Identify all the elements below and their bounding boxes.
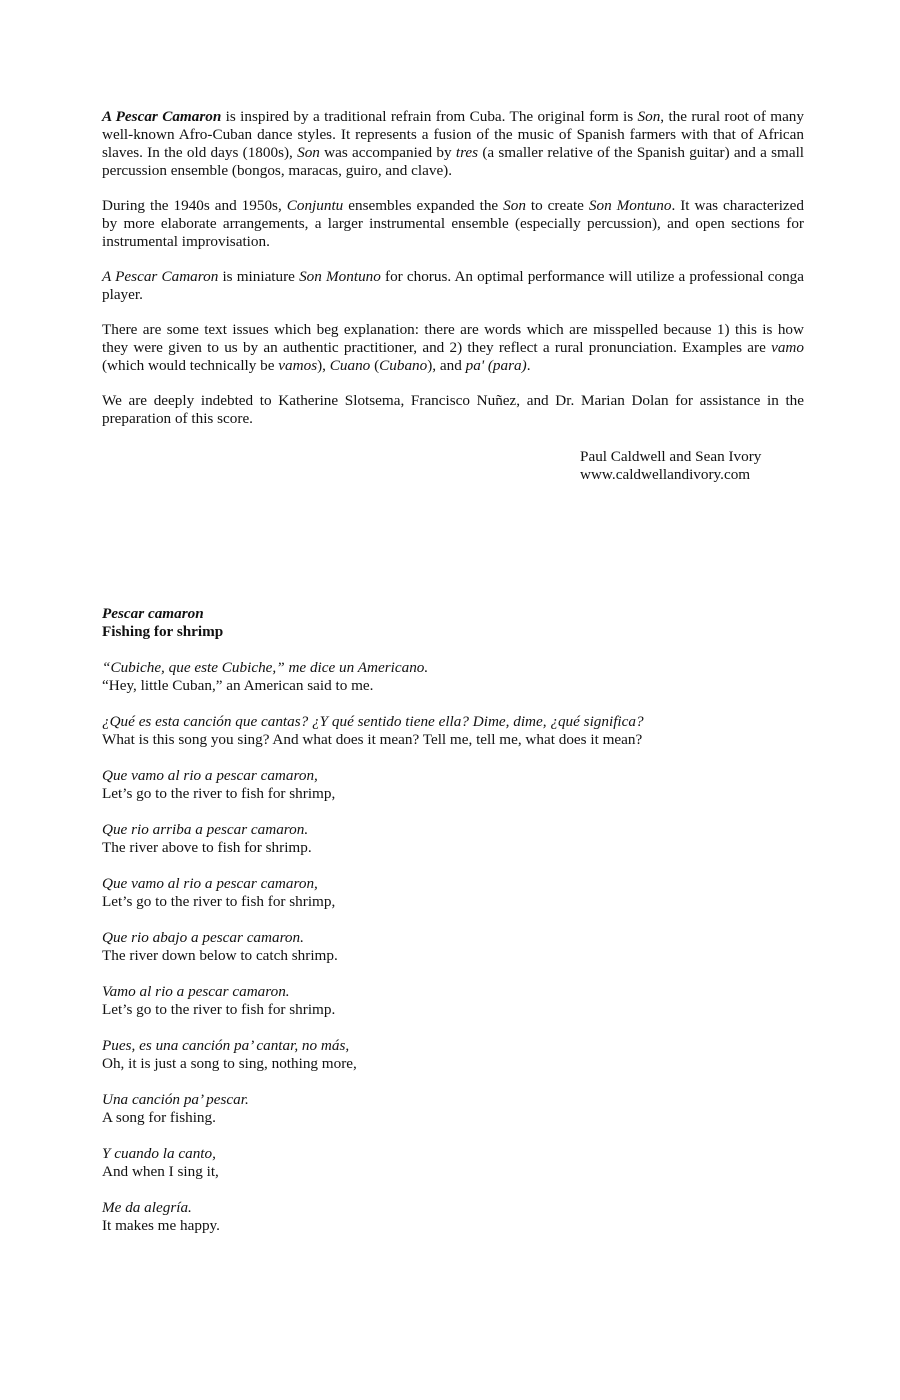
intro-paragraph-5: We are deeply indebted to Katherine Slotsema, Francisco Nuñez, and Dr. Marian Dolan for assistance in the preparation of this score.: [102, 392, 804, 427]
lyric-line-spanish: Que rio arriba a pescar camaron.: [102, 821, 309, 838]
lyric-line-spanish: Y cuando la canto,: [102, 1145, 216, 1162]
author-names: Paul Caldwell and Sean Ivory: [580, 448, 762, 465]
lyric-line-spanish: “Cubiche, que este Cubiche,” me dice un Americano.: [102, 659, 429, 676]
intro-paragraph-3: [102, 268, 804, 304]
stanza: [102, 713, 822, 749]
lyric-line-spanish: Me da alegría.: [102, 1199, 192, 1216]
lyric-line-english: And when I sing it,: [102, 1163, 219, 1180]
term-son-montuno: Son Montuno: [588, 197, 672, 214]
lyric-line-english: Let’s go to the river to fish for shrimp,: [102, 785, 336, 802]
term-vamo: vamo: [771, 339, 804, 356]
term-cubano: Cubano: [379, 357, 428, 374]
program-notes: [102, 108, 804, 484]
text: There are some text issues which beg explanation: there are words which are misspelled because 1) this is how they were given to us by an authentic practitioner, and 2) they reflect a rural pronunciation. Examples are: [102, 321, 804, 356]
text: , the rural root of many well-known Afro-Cuban dance styles. It represents a fusion of the music of Spanish farmers with that of African slaves. In the old days (1800s),: [102, 108, 804, 161]
term-son-montuno: Son Montuno: [299, 268, 381, 285]
lyric-line-spanish: Una canción pa’ pescar.: [102, 1091, 249, 1108]
text: ensembles expanded the: [343, 197, 504, 214]
lyric-line-english: The river down below to catch shrimp.: [102, 947, 338, 964]
text: is inspired by a traditional refrain from Cuba. The original form is: [221, 108, 638, 125]
lyric-line-english: It makes me happy.: [102, 1217, 220, 1234]
term-son: Son: [637, 108, 661, 125]
lyric-line-english: What is this song you sing? And what does it mean? Tell me, tell me, what does it mean?: [102, 731, 643, 748]
piece-title: A Pescar Camaron: [102, 108, 222, 125]
author-website: www.caldwellandivory.com: [580, 466, 751, 483]
lyrics-section: [102, 605, 822, 1253]
stanza: [102, 659, 822, 695]
lyric-line-spanish: Que rio abajo a pescar camaron.: [102, 929, 304, 946]
lyric-line-english: Let’s go to the river to fish for shrimp.: [102, 1001, 336, 1018]
stanza: [102, 821, 822, 857]
stanza: [102, 1145, 822, 1181]
stanza: [102, 983, 822, 1019]
signature-block: [580, 448, 804, 484]
lyric-line-english: The river above to fish for shrimp.: [102, 839, 312, 856]
stanza: [102, 1091, 822, 1127]
text: ),: [317, 357, 330, 374]
stanza: [102, 875, 822, 911]
lyric-line-english: “Hey, little Cuban,” an American said to me.: [102, 677, 374, 694]
stanza: [102, 1199, 822, 1235]
term-son: Son: [297, 144, 320, 161]
intro-paragraph-4: [102, 321, 804, 375]
text: is miniature: [218, 268, 300, 285]
term-para: (para): [487, 357, 527, 374]
term-son: Son: [503, 197, 526, 214]
piece-title: A Pescar Camaron: [102, 268, 219, 285]
stanza: [102, 929, 822, 965]
text: to create: [525, 197, 589, 214]
lyric-line-english: A song for fishing.: [102, 1109, 216, 1126]
lyrics-title: [102, 605, 822, 641]
term-tres: tres: [455, 144, 479, 161]
stanza-list: [102, 659, 822, 1235]
text: During the 1940s and 1950s,: [102, 197, 287, 214]
term-cuano: Cuano: [329, 357, 371, 374]
text: for chorus. An optimal performance will utilize a professional conga player.: [102, 268, 805, 303]
text: ), and: [427, 357, 466, 374]
lyrics-title-spanish: Pescar camaron: [102, 605, 204, 622]
text: (a smaller relative of the Spanish guitar) and a small percussion ensemble (bongos, maracas, guiro, and clave).: [102, 144, 805, 179]
lyric-line-spanish: Que vamo al rio a pescar camaron,: [102, 875, 318, 892]
lyric-line-spanish: Que vamo al rio a pescar camaron,: [102, 767, 318, 784]
lyrics-title-english: Fishing for shrimp: [102, 623, 224, 640]
term-vamos: vamos: [278, 357, 318, 374]
lyric-line-english: Let’s go to the river to fish for shrimp,: [102, 893, 336, 910]
text: (which would technically be: [102, 357, 279, 374]
text: .: [526, 357, 531, 374]
intro-paragraph-2: [102, 197, 804, 251]
intro-paragraph-1: [102, 108, 804, 180]
stanza: [102, 767, 822, 803]
text: . It was characterized by more elaborate arrangements, a larger instrumental ensemble (especially percussion), and open sections for instrumental improvisation.: [102, 197, 804, 250]
term-pa: pa': [465, 357, 485, 374]
lyric-line-spanish: Vamo al rio a pescar camaron.: [102, 983, 290, 1000]
text: was accompanied by: [319, 144, 456, 161]
term-conjuntu: Conjuntu: [286, 197, 344, 214]
lyric-line-english: Oh, it is just a song to sing, nothing more,: [102, 1055, 357, 1072]
stanza: [102, 1037, 822, 1073]
lyric-line-spanish: Pues, es una canción pa’ cantar, no más,: [102, 1037, 350, 1054]
lyric-line-spanish: ¿Qué es esta canción que cantas? ¿Y qué sentido tiene ella? Dime, dime, ¿qué significa?: [102, 713, 644, 730]
text: (: [370, 357, 380, 374]
